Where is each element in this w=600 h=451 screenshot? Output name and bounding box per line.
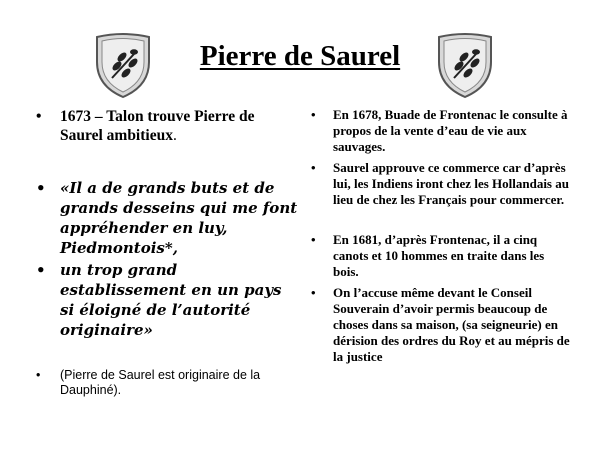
- list-item: [311, 285, 573, 365]
- bullet-marker: •: [311, 232, 316, 247]
- list-item-text: 1673 – Talon trouve Pierre de Saurel ambitieux: [60, 108, 255, 144]
- bullet-marker: •: [36, 368, 41, 382]
- list-item: [36, 178, 298, 258]
- right-bullet-list: [311, 107, 573, 365]
- list-item-text: Saurel approuve ce commerce car d’après lui, les Indiens iront chez les Hollandais au lieu de chez les Français pour commercer.: [333, 160, 569, 207]
- list-item: [311, 160, 573, 208]
- list-item-text: «Il a de grands buts et de grands desseins qui me font appréhender en luy, Piedmontois*,: [60, 179, 298, 257]
- left-bullet-list: [36, 107, 298, 398]
- bullet-marker: •: [36, 179, 46, 197]
- bullet-marker: •: [311, 107, 316, 122]
- coat-of-arms-right-icon: [435, 32, 495, 100]
- list-item: [311, 107, 573, 155]
- list-item: [36, 368, 298, 398]
- coat-of-arms-left-icon: [93, 32, 153, 100]
- list-item-text: En 1678, Buade de Frontenac le consulte à propos de la vente d’eau de vie aux sauvages.: [333, 107, 568, 154]
- list-item: [36, 107, 298, 145]
- list-item-text: un trop grand establissement en un pays si éloigné de l’autorité originaire»: [60, 261, 282, 339]
- list-item-text: En 1681, d’après Frontenac, il a cinq canots et 10 hommes en traite dans les bois.: [333, 232, 545, 279]
- list-item-text: On l’accuse même devant le Conseil Souverain d’avoir permis beaucoup de choses dans sa maison, (sa seigneurie) en dérision des ordres du Roy et au mépris de la justice: [333, 285, 570, 364]
- bullet-marker: •: [311, 285, 316, 300]
- bullet-marker: •: [311, 160, 316, 175]
- list-item-text: (Pierre de Saurel est originaire de la Dauphiné).: [60, 368, 261, 397]
- bullet-marker: •: [36, 108, 42, 125]
- bullet-marker: •: [36, 261, 46, 279]
- list-item-tail: .: [172, 127, 177, 144]
- slide-title: Pierre de Saurel: [199, 40, 401, 72]
- list-item: [36, 260, 298, 340]
- list-item: [311, 232, 573, 280]
